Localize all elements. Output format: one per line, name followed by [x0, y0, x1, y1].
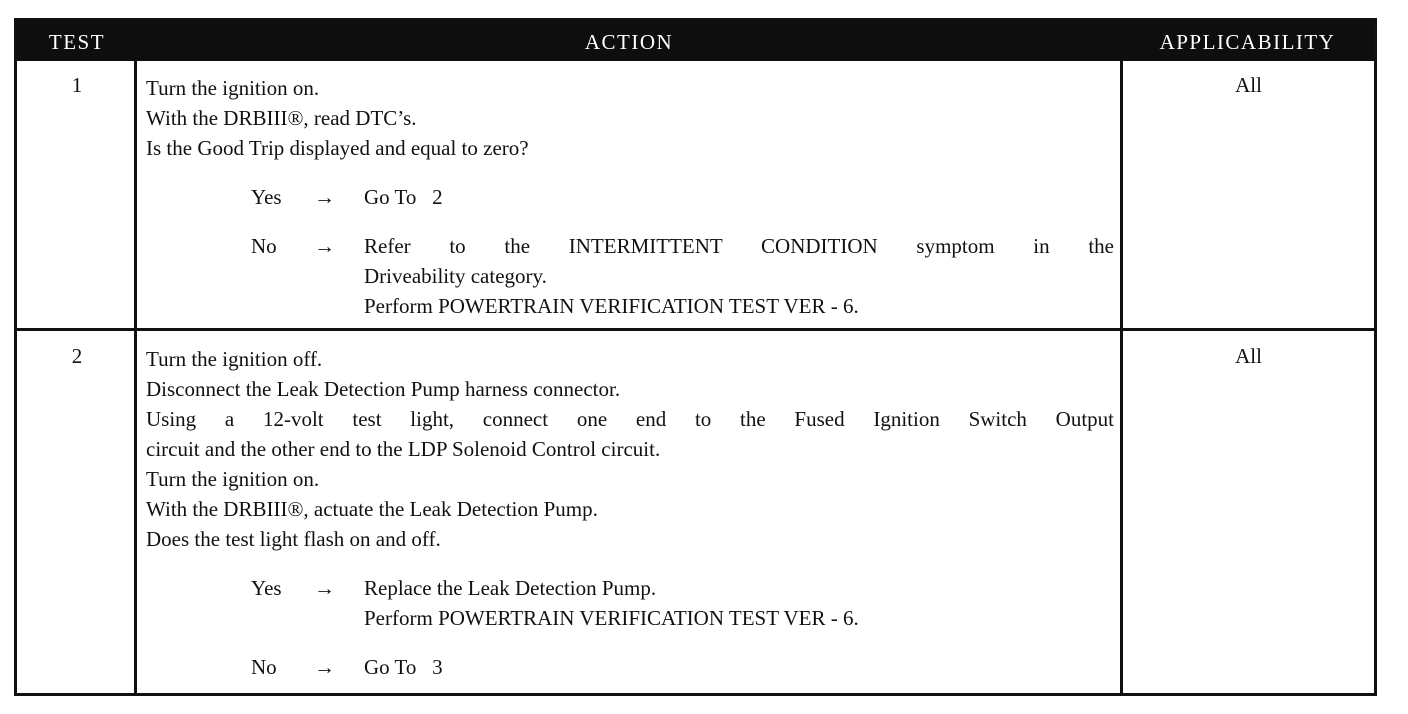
header-applicability: APPLICABILITY: [1159, 30, 1336, 54]
diagnostic-table: [14, 18, 1377, 696]
yes-result: Replace the Leak Detection Pump.: [364, 576, 657, 600]
column-divider-1: [134, 61, 137, 696]
yes-result: Perform POWERTRAIN VERIFICATION TEST VER - 6.: [364, 606, 859, 630]
test-number: 1: [71, 73, 83, 97]
header-test: TEST: [48, 30, 106, 54]
no-branch: [146, 652, 1114, 682]
action-step: Does the test light flash on and off.: [146, 527, 441, 551]
yes-branch: [146, 573, 1114, 630]
action-step: Disconnect the Leak Detection Pump harness connector.: [146, 377, 621, 401]
arrow-right-icon: →: [314, 655, 335, 679]
action-cell: [146, 344, 1114, 682]
column-divider-2: [1120, 61, 1123, 696]
action-cell: [146, 73, 1114, 318]
no-label: No: [251, 655, 277, 679]
action-step: Turn the ignition on.: [146, 76, 320, 100]
no-result: Go To 3: [364, 655, 443, 679]
yes-label: Yes: [251, 576, 282, 600]
no-result: Driveability category.: [364, 264, 547, 288]
no-branch: [146, 231, 1114, 318]
applicability-value: All: [1235, 344, 1262, 368]
no-label: No: [251, 234, 277, 258]
yes-branch: [146, 182, 1114, 212]
action-step: Turn the ignition off.: [146, 347, 323, 371]
test-number: 2: [71, 344, 83, 368]
action-step: Using a 12-volt test light, connect one end to the Fused Ignition Switch Output: [146, 407, 1114, 431]
no-result: Refer to the INTERMITTENT CONDITION symptom in the: [364, 234, 1114, 258]
arrow-right-icon: →: [314, 185, 335, 209]
action-step: With the DRBIII®, read DTC’s.: [146, 106, 417, 130]
row-divider: [17, 328, 1374, 331]
applicability-value: All: [1235, 73, 1262, 97]
yes-result: Go To 2: [364, 185, 443, 209]
header-action: ACTION: [584, 30, 674, 54]
arrow-right-icon: →: [314, 576, 335, 600]
action-step: Is the Good Trip displayed and equal to zero?: [146, 136, 529, 160]
action-step: Turn the ignition on.: [146, 467, 320, 491]
table-header: [17, 21, 1374, 61]
action-step: With the DRBIII®, actuate the Leak Detection Pump.: [146, 497, 598, 521]
yes-label: Yes: [251, 185, 282, 209]
arrow-right-icon: →: [314, 234, 335, 258]
action-step: circuit and the other end to the LDP Solenoid Control circuit.: [146, 437, 661, 461]
no-result: Perform POWERTRAIN VERIFICATION TEST VER - 6.: [364, 294, 859, 318]
